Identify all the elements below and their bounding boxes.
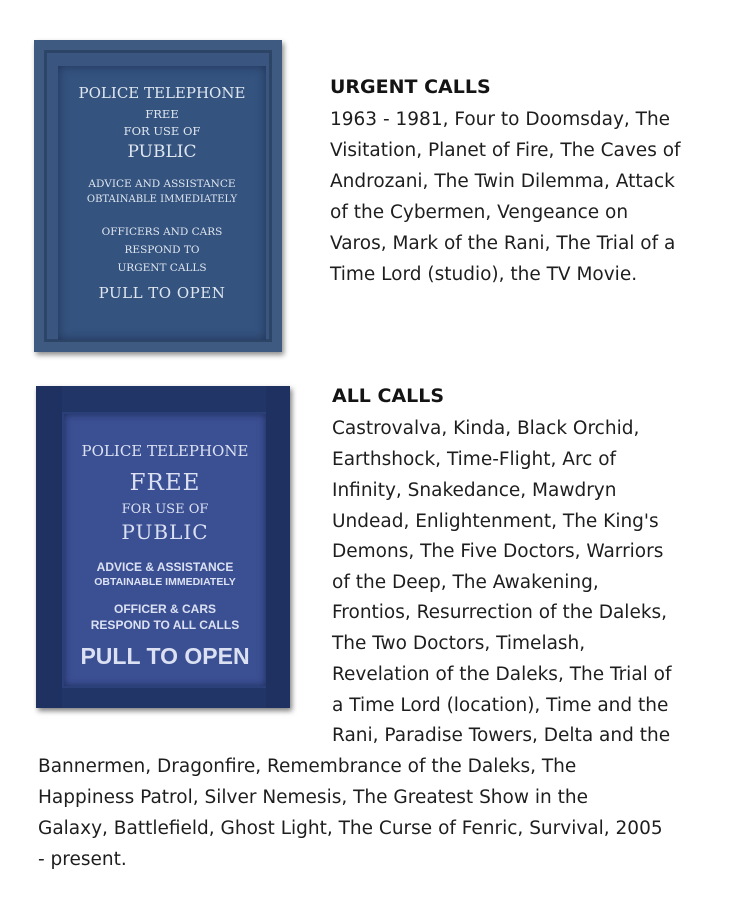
- sign-line: RESPOND TO ALL CALLS: [90, 618, 240, 632]
- sign-panel: [64, 414, 266, 686]
- text-line: Rani, Paradise Towers, Delta and the: [332, 725, 671, 746]
- sign-line: FREE: [145, 107, 179, 121]
- all-calls-sign-image: [36, 386, 290, 708]
- text-line: Castrovalva, Kinda, Black Orchid,: [332, 418, 640, 439]
- text-line: Undead, Enlightenment, The King's: [332, 511, 659, 532]
- all-calls-heading: ALL CALLS: [332, 385, 445, 407]
- sign-line: ADVICE AND ASSISTANCE: [88, 178, 236, 190]
- sign-bottom-rail: [36, 688, 290, 708]
- sign-line: PUBLIC: [121, 520, 209, 544]
- sign-right-stile: [266, 386, 290, 708]
- sign-line: FREE: [129, 470, 201, 496]
- urgent-calls-heading: URGENT CALLS: [330, 76, 491, 98]
- text-line: Earthshock, Time-Flight, Arc of: [332, 449, 617, 470]
- text-line: Bannermen, Dragonfire, Remembrance of the Daleks, The: [38, 756, 577, 777]
- sign-line: ADVICE & ASSISTANCE: [96, 560, 234, 574]
- text-line: Androzani, The Twin Dilemma, Attack: [330, 171, 675, 192]
- sign-line: OBTAINABLE IMMEDIATELY: [94, 576, 236, 588]
- text-line: Varos, Mark of the Rani, The Trial of a: [330, 233, 676, 254]
- text-line: Galaxy, Battlefield, Ghost Light, The Curse of Fenric, Survival, 2005: [38, 818, 663, 839]
- sign-line: OBTAINABLE IMMEDIATELY: [86, 194, 238, 205]
- sign-line: POLICE TELEPHONE: [78, 84, 246, 102]
- text-line: a Time Lord (location), Time and the: [332, 695, 669, 716]
- sign-line: OFFICERS AND CARS: [101, 226, 223, 238]
- text-line: Visitation, Planet of Fire, The Caves of: [330, 140, 681, 161]
- sign-line: POLICE TELEPHONE: [81, 442, 249, 460]
- sign-line: FOR USE OF: [121, 502, 209, 517]
- sign-top-rail: [36, 386, 290, 412]
- text-line: Infinity, Snakedance, Mawdryn: [332, 480, 617, 501]
- text-line: - present.: [38, 849, 127, 870]
- text-line: of the Deep, The Awakening,: [332, 572, 599, 593]
- sign-line: OFFICER & CARS: [114, 602, 216, 616]
- sign-line: FOR USE OF: [123, 124, 201, 138]
- sign-line: PUBLIC: [127, 142, 197, 162]
- sign-left-stile: [36, 386, 62, 708]
- text-line: Demons, The Five Doctors, Warriors: [332, 541, 664, 562]
- text-line: Frontios, Resurrection of the Daleks,: [332, 602, 668, 623]
- urgent-calls-sign-image: [34, 40, 282, 352]
- sign-line: URGENT CALLS: [117, 262, 207, 274]
- text-line: The Two Doctors, Timelash,: [332, 633, 586, 654]
- text-line: 1963 - 1981, Four to Doomsday, The: [330, 109, 671, 130]
- sign-line: PULL TO OPEN: [98, 284, 226, 302]
- sign-panel: [58, 66, 266, 340]
- sign-line: RESPOND TO: [124, 244, 200, 256]
- text-line: Revelation of the Daleks, The Trial of: [332, 664, 672, 685]
- text-line: Happiness Patrol, Silver Nemesis, The Greatest Show in the: [38, 787, 588, 808]
- text-line: Time Lord (studio), the TV Movie.: [330, 264, 638, 285]
- sign-line: PULL TO OPEN: [80, 643, 250, 669]
- text-line: of the Cybermen, Vengeance on: [330, 202, 629, 223]
